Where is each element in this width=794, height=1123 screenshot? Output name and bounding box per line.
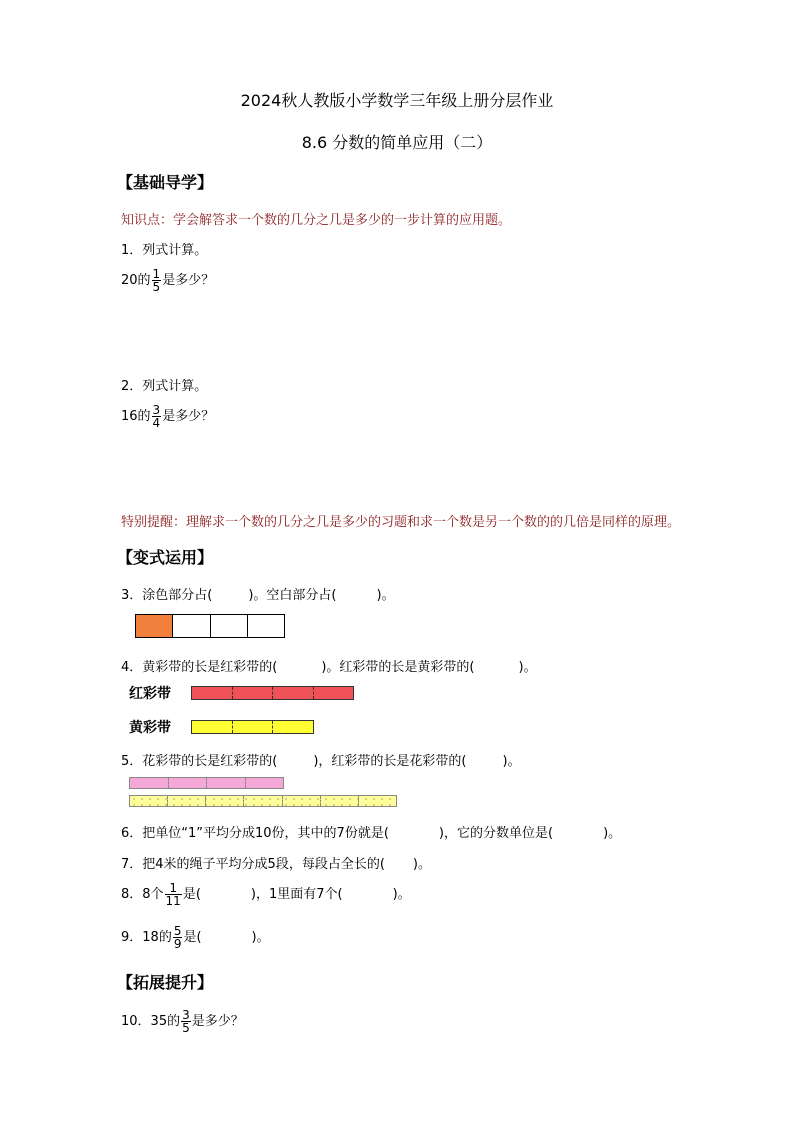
- ribbon-segment: [244, 796, 282, 806]
- q5-text: [121, 750, 521, 769]
- q1-heading: 1．列式计算。: [121, 243, 208, 258]
- ribbon-segment: [192, 721, 233, 733]
- q4-text: [121, 656, 537, 675]
- red-ribbon-label: 红彩带: [129, 686, 171, 702]
- ribbon-segment: [273, 721, 313, 733]
- yellow-ribbon: [191, 720, 314, 734]
- q10-pre: 10．35的: [121, 1014, 181, 1029]
- ribbon-segment: [130, 778, 169, 788]
- ribbon-segment: [359, 796, 396, 806]
- flower-ribbon: [129, 795, 397, 807]
- q1-numerator: 1: [152, 267, 161, 281]
- q1-fraction: [152, 268, 162, 293]
- q10-fraction: [181, 1009, 191, 1034]
- q7-part1: 7．把4米的绳子平均分成5段，每段占全长的(: [121, 857, 385, 872]
- q4-part1: 4．黄彩带的长是红彩带的(: [121, 660, 278, 675]
- ribbon-segment: [207, 778, 246, 788]
- q2-pre: 16的: [121, 409, 151, 424]
- ribbon-segment: [233, 721, 274, 733]
- q3-blank-cell: [248, 615, 284, 637]
- q4-part2: )。红彩带的长是黄彩带的(: [321, 660, 475, 675]
- ribbon-segment: [192, 687, 233, 699]
- q9-mid: 是(: [183, 930, 202, 945]
- q5-part3: )。: [502, 754, 521, 769]
- q2-expression: [121, 404, 214, 429]
- q6-part1: 6．把单位“1”平均分成10份，其中的7份就是(: [121, 826, 389, 841]
- ribbon-segment: [206, 796, 244, 806]
- q8-numerator: 1: [165, 882, 182, 895]
- q1-expression: [121, 268, 214, 293]
- yellow-ribbon-label: 黄彩带: [129, 720, 171, 736]
- ribbon-segment: [321, 796, 359, 806]
- knowledge-note: 知识点：学会解答求一个数的几分之几是多少的一步计算的应用题。: [121, 213, 512, 228]
- q8-part2: )，1里面有7个(: [250, 887, 343, 902]
- page-subtitle: 8.6 分数的简单应用（二）: [301, 133, 493, 152]
- q3-part2: )。空白部分占(: [248, 588, 337, 603]
- q6-part2: )，它的分数单位是(: [438, 826, 554, 841]
- q7-text: [121, 853, 431, 872]
- q7-part2: )。: [412, 857, 431, 872]
- q3-part3: )。: [376, 588, 395, 603]
- q2-numerator: 3: [152, 403, 161, 417]
- special-reminder: 特别提醒：理解求一个数的几分之几是多少的习题和求一个数是另一个数的的几倍是同样的原理。: [121, 515, 681, 530]
- section-basic: 【基础导学】: [117, 173, 214, 192]
- ribbon-segment: [168, 796, 206, 806]
- q3-shaded-cell: [136, 615, 173, 637]
- q1-denominator: 5: [152, 280, 161, 294]
- ribbon-segment: [130, 796, 168, 806]
- q10-text: [121, 1009, 244, 1034]
- q10-post: 是多少？: [191, 1014, 244, 1029]
- q2-denominator: 4: [152, 416, 161, 430]
- q6-text: [121, 822, 621, 841]
- q8-text: [121, 882, 411, 907]
- q8-fraction: [165, 882, 182, 907]
- q10-numerator: 3: [182, 1008, 190, 1022]
- ribbon-segment: [314, 687, 354, 699]
- q8-pre: 8．8个: [121, 887, 164, 902]
- pink-ribbon: [129, 777, 284, 789]
- q9-numerator: 5: [173, 924, 182, 938]
- q3-blank-cell: [173, 615, 210, 637]
- section-extend: 【拓展提升】: [117, 973, 214, 992]
- q2-post: 是多少？: [162, 409, 215, 424]
- q10-denominator: 5: [182, 1021, 190, 1035]
- ribbon-segment: [273, 687, 314, 699]
- q5-part1: 5．花彩带的长是红彩带的(: [121, 754, 278, 769]
- q6-part3: )。: [603, 826, 622, 841]
- q4-part3: )。: [518, 660, 537, 675]
- q9-pre: 9．18的: [121, 930, 172, 945]
- ribbon-segment: [169, 778, 208, 788]
- q3-blank-cell: [211, 615, 248, 637]
- page-title: 2024秋人教版小学数学三年级上册分层作业: [240, 91, 554, 110]
- q3-part1: 3．涂色部分占(: [121, 588, 213, 603]
- q2-heading: 2．列式计算。: [121, 379, 208, 394]
- q9-part2: )。: [251, 930, 270, 945]
- q9-denominator: 9: [173, 937, 182, 951]
- ribbon-segment: [233, 687, 274, 699]
- q1-post: 是多少？: [162, 273, 215, 288]
- q8-denominator: 11: [165, 894, 181, 908]
- q9-text: [121, 925, 270, 950]
- q1-pre: 20的: [121, 273, 151, 288]
- q5-part2: )，红彩带的长是花彩带的(: [313, 754, 467, 769]
- q8-part3: )。: [392, 887, 411, 902]
- section-variant: 【变式运用】: [117, 548, 214, 567]
- ribbon-segment: [283, 796, 321, 806]
- q2-fraction: [152, 404, 162, 429]
- red-ribbon: [191, 686, 354, 700]
- q3-text: [121, 584, 395, 603]
- q9-fraction: [173, 925, 183, 950]
- ribbon-segment: [246, 778, 284, 788]
- q8-mid: 是(: [182, 887, 201, 902]
- q3-bar: [135, 614, 285, 638]
